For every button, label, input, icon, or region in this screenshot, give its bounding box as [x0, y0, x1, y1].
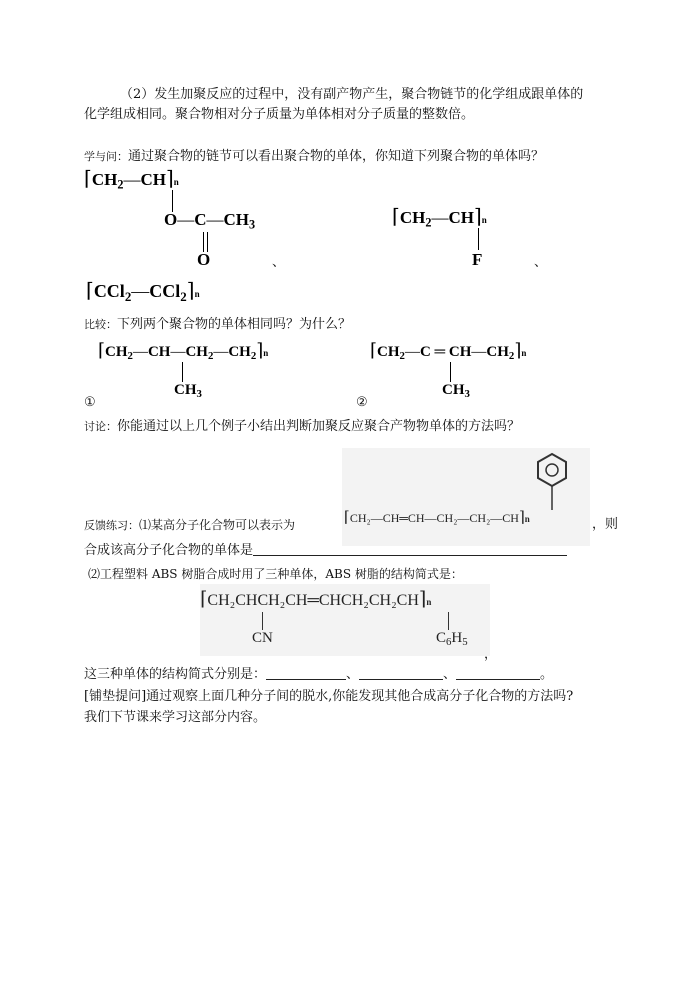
polymer-vinyl-fluoride — [392, 204, 542, 274]
pudian-line1: [铺垫提问]通过观察上面几种分子间的脱水,你能发现其他合成高分子化合物的方法吗? — [84, 689, 574, 704]
polymer-ccl2: ⌈CCl$_2$—CCl$_2$⌉n — [86, 280, 200, 304]
bijiao-text: 下列两个聚合物的单体相同吗？为什么？ — [117, 317, 352, 332]
label-1: ① — [84, 395, 96, 410]
pudian-line2: 我们下节课来学习这部分内容。 — [84, 710, 267, 725]
poly1-carbonyl-o: O — [197, 250, 211, 269]
abs-comma: ， — [484, 647, 498, 662]
abs-phenyl: $C_6H_5$ — [436, 630, 468, 649]
feedback-label: 反馈练习： — [84, 519, 139, 532]
bijiao-label: 比较： — [84, 318, 117, 331]
bond — [262, 612, 263, 630]
poly2-chain: $⌈CH_2—CH⌉n$ — [392, 206, 487, 230]
intro-paragraph-line2: 化学组成相同。聚合物相对分子质量为单体相对分子质量的整数倍。 — [84, 107, 475, 122]
separator-comma: 、 — [272, 255, 286, 270]
bond — [172, 190, 173, 212]
poly4-methyl: $CH_3$ — [174, 382, 202, 401]
abs-cn: CN — [252, 630, 273, 646]
feedback-q1-prefix: ⑴某高分子化合物可以表示为 — [139, 518, 296, 532]
poly1-ester: $O—C—CH_3$ — [164, 210, 256, 232]
poly1-chain: $⌈CH_2—CH⌉n$ — [84, 168, 179, 192]
benzene-ring-icon — [342, 448, 590, 546]
poly2-fluorine: F — [472, 250, 483, 269]
answer-blank-monomer-2[interactable] — [359, 665, 443, 680]
xueyuwen-text: 通过聚合物的链节可以看出聚合物的单体，你知道下列聚合物的单体吗？ — [128, 149, 545, 164]
poly4-chain: $⌈CH_2—CH—CH_2—CH_2⌉n$ — [98, 340, 269, 363]
bond — [448, 612, 449, 630]
feedback-q1-line2: 合成该高分子化合物的单体是 — [84, 540, 567, 562]
right-bracket: ⌉ — [165, 168, 174, 190]
bond — [478, 228, 479, 250]
xueyuwen-label: 学与问： — [84, 150, 128, 163]
polymer-compare-2 — [370, 340, 600, 410]
poly6-chain: ⌈CH₂—CH═CH—CH₂—CH₂—CH⌉n — [344, 510, 530, 526]
polymer-compare-1 — [98, 340, 348, 410]
left-bracket: ⌈ — [84, 168, 92, 190]
feedback-q2: ⑵工程塑料 ABS 树脂合成时用了三种单体，ABS 树脂的结构简式是： — [88, 567, 463, 581]
feedback-q1-line1 — [84, 514, 295, 537]
abs-resin-image — [200, 584, 490, 656]
answer-blank-monomer-1[interactable] — [266, 665, 346, 680]
answer-blank-monomer-3[interactable] — [456, 665, 540, 680]
intro-paragraph-line1: （2）发生加聚反应的过程中，没有副产物产生，聚合物链节的化学组成跟单体的 — [120, 87, 584, 102]
double-bond — [203, 232, 204, 252]
taolun-text: 你能通过以上几个例子小结出判断加聚反应聚合产物物单体的方法吗？ — [117, 419, 521, 434]
polymer-styrene-image — [342, 448, 590, 546]
bijiao-line — [84, 314, 351, 336]
poly5-methyl: $CH_3$ — [442, 382, 470, 401]
taolun-label: 讨论： — [84, 420, 117, 433]
bond — [182, 362, 183, 382]
label-2: ② — [356, 395, 368, 410]
taolun-line — [84, 416, 520, 438]
separator-comma: 、 — [534, 255, 548, 270]
polymer-vinyl-acetate — [84, 166, 284, 271]
abs-chain: ⌈CH₂CHCH₂CH═CHCH₂CH₂CH⌉n — [200, 589, 432, 610]
bond — [450, 362, 451, 382]
answer-blank-1[interactable] — [253, 541, 567, 556]
three-monomers-line: 这三种单体的结构简式分别是： 、 、 。 — [84, 667, 554, 682]
xueyuwen-line — [84, 146, 544, 168]
poly5-chain: $⌈CH_2—C$ ═ $CH—CH_2⌉n$ — [370, 340, 527, 363]
feedback-q1-suffix: ，则 — [592, 517, 619, 532]
